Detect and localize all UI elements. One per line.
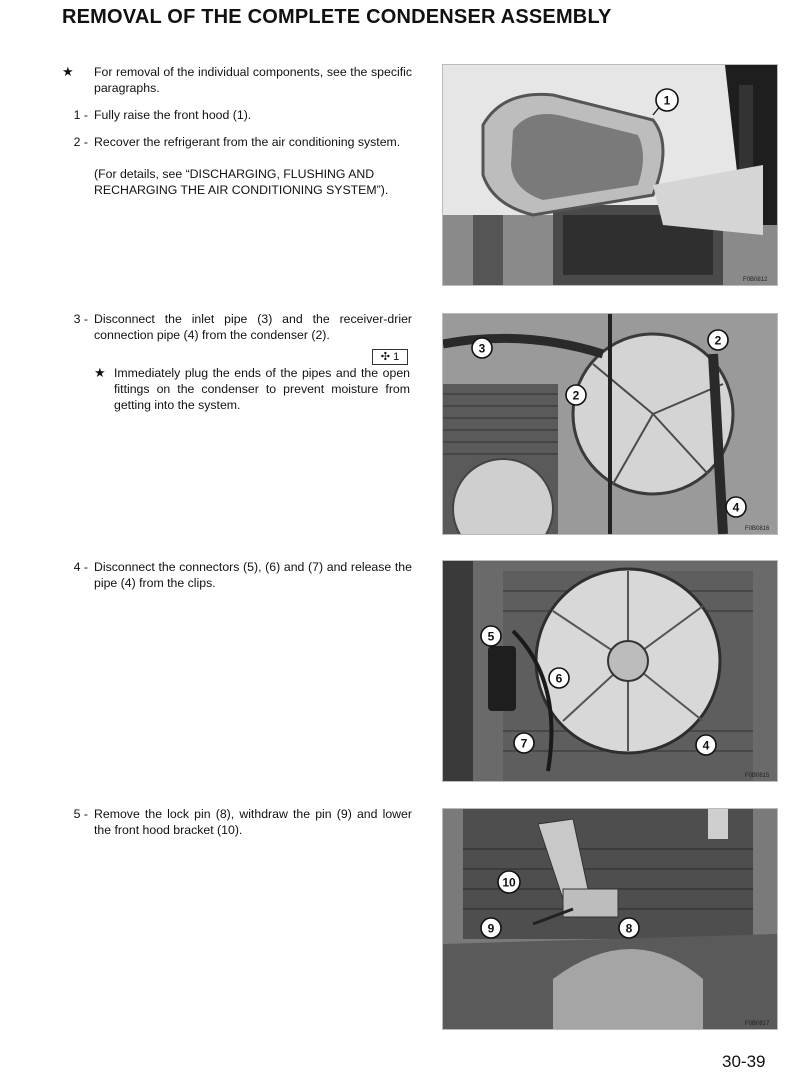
- callout-label: 2: [714, 333, 722, 348]
- note-text: Immediately plug the ends of the pipes and the open fittings on the condenser to prevent moisture from getting into the system.: [114, 366, 410, 412]
- step-number: 4 -: [73, 560, 88, 574]
- photo-hood-bracket: [442, 808, 778, 1030]
- step-number: 3 -: [73, 312, 88, 326]
- photo-connectors: [442, 560, 778, 782]
- callout-label: 6: [555, 671, 563, 686]
- callout-label: 2: [572, 388, 580, 403]
- page-title: REMOVAL OF THE COMPLETE CONDENSER ASSEMBLY: [62, 6, 612, 28]
- photo-code: F0B0817: [745, 1021, 770, 1027]
- photo-condenser-pipes: [442, 313, 778, 535]
- callout-label: 1: [663, 93, 671, 108]
- step-text: Remove the lock pin (8), withdraw the pin (9) and lower the front hood bracket (10).: [94, 807, 412, 837]
- photo-front-hood: [442, 64, 778, 286]
- step-number: 2 -: [73, 135, 88, 149]
- star-icon: ★: [94, 365, 106, 380]
- photo-code: F0B0812: [743, 277, 768, 283]
- callout-label: 4: [702, 738, 710, 753]
- callout-label: 3: [478, 341, 486, 356]
- star-icon: ★: [62, 64, 74, 79]
- step-text: Fully raise the front hood (1).: [94, 108, 252, 122]
- step-text: Disconnect the connectors (5), (6) and (7) and release the pipe (4) from the clips.: [94, 560, 412, 590]
- step-detail: (For details, see “DISCHARGING, FLUSHING AND RECHARGING THE AIR CONDITIONING SYSTEM”).: [94, 167, 389, 197]
- callout-label: 4: [732, 500, 740, 515]
- step-text: Disconnect the inlet pipe (3) and the receiver-drier connection pipe (4) from the condenser (2).: [94, 312, 412, 342]
- callout-label: 10: [502, 875, 516, 890]
- callout-label: 9: [487, 921, 495, 936]
- callout-label: 8: [625, 921, 633, 936]
- reference-box: [372, 349, 408, 365]
- photo-code: F0B0815: [745, 773, 770, 779]
- callout-label: 7: [520, 736, 528, 751]
- step-number: 5 -: [73, 807, 88, 821]
- step-text: Recover the refrigerant from the air conditioning system.: [94, 135, 401, 149]
- torque-icon: ✣: [380, 351, 391, 363]
- callout-label: 5: [487, 629, 495, 644]
- photo-code: F0B0816: [745, 526, 770, 532]
- page-number: 30-39: [722, 1052, 766, 1071]
- reference-value: 1: [393, 351, 400, 363]
- intro-text: For removal of the individual components, see the specific paragraphs.: [94, 65, 412, 95]
- step-number: 1 -: [73, 108, 88, 122]
